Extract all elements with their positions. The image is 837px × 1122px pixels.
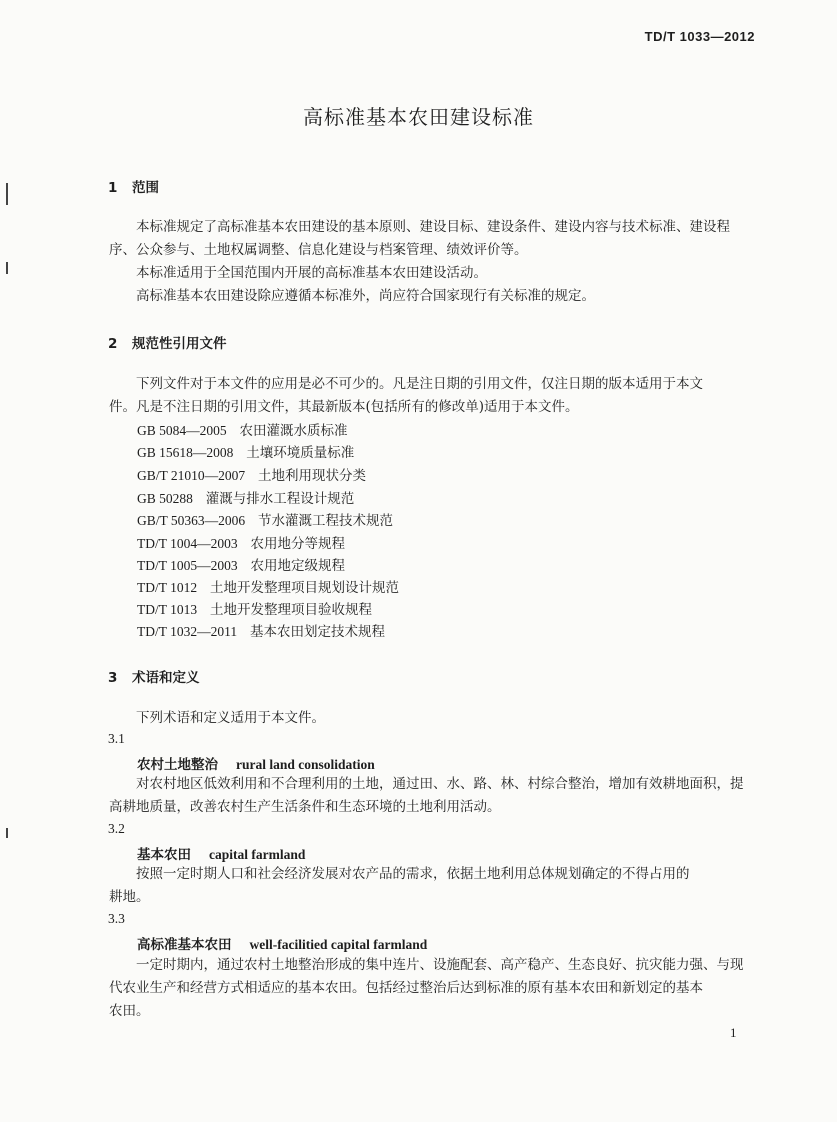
reference-title: 农用地定级规程 [250, 558, 345, 574]
section-title: 范围 [132, 180, 159, 196]
term-english: capital farmland [209, 847, 306, 862]
section-number: 2 [108, 336, 118, 352]
reference-title: 农田灌溉水质标准 [239, 423, 348, 439]
reference-item [137, 441, 354, 461]
scan-margin-mark [6, 828, 8, 838]
paragraph-line: 按照一定时期人口和社会经济发展对农产品的需求，依据土地利用总体规划确定的不得占用的 [136, 866, 690, 882]
reference-title: 土地开发整理项目验收规程 [210, 602, 372, 618]
scan-margin-mark [6, 183, 8, 205]
reference-code: TD/T 1013 [137, 602, 198, 617]
reference-item [137, 509, 393, 529]
reference-title: 土壤环境质量标准 [246, 445, 355, 461]
section-title: 术语和定义 [132, 670, 200, 686]
reference-item [137, 464, 366, 484]
term-definition [109, 773, 771, 819]
scan-margin-mark [6, 262, 8, 274]
reference-item [137, 532, 345, 552]
reference-item [137, 576, 399, 596]
paragraph-line: 高标准基本农田建设除应遵循本标准外，尚应符合国家现行有关标准的规定。 [136, 288, 595, 304]
term-chinese: 农村土地整治 [137, 757, 218, 773]
document-title: 高标准基本农田建设标准 [303, 105, 534, 129]
reference-code: GB 15618—2008 [137, 445, 234, 460]
reference-code: GB 50288 [137, 491, 193, 506]
term-definition [109, 863, 771, 909]
reference-title: 节水灌溉工程技术规范 [258, 513, 394, 529]
term-heading [137, 933, 427, 953]
reference-item [137, 598, 372, 618]
section-title: 规范性引用文件 [132, 336, 227, 352]
paragraph-line: 本标准规定了高标准基本农田建设的基本原则、建设目标、建设条件、建设内容与技术标准、建设程 [136, 219, 730, 235]
section-heading-scope [108, 176, 159, 196]
reference-code: TD/T 1012 [137, 580, 198, 595]
section-number: 3 [108, 670, 118, 686]
section-heading-terms [108, 666, 200, 686]
paragraph-line: 高耕地质量，改善农村生产生活条件和生态环境的土地利用活动。 [109, 799, 501, 815]
terms-intro-paragraph [109, 707, 771, 730]
term-english: rural land consolidation [236, 757, 375, 772]
term-number: 3.2 [108, 821, 125, 836]
paragraph-line: 对农村地区低效利用和不合理利用的土地，通过田、水、路、林、村综合整治，增加有效耕地面积，提 [136, 776, 744, 792]
scope-paragraph-1 [109, 216, 771, 262]
scope-paragraph-3 [109, 285, 771, 308]
reference-title: 土地开发整理项目规划设计规范 [210, 580, 399, 596]
normative-intro-paragraph [109, 373, 771, 419]
reference-title: 基本农田划定技术规程 [250, 624, 385, 640]
term-english: well-facilitied capital farmland [249, 937, 428, 952]
page-number: 1 [730, 1025, 737, 1040]
term-definition [109, 954, 771, 1023]
standard-code: TD/T 1033—2012 [644, 29, 755, 44]
term-chinese: 高标准基本农田 [137, 937, 232, 953]
reference-item [137, 554, 345, 574]
reference-code: TD/T 1004—2003 [137, 536, 238, 551]
paragraph-line: 一定时期内，通过农村土地整治形成的集中连片、设施配套、高产稳产、生态良好、抗灾能力强、与现 [136, 957, 744, 973]
reference-title: 灌溉与排水工程设计规范 [205, 491, 355, 507]
paragraph-line: 下列文件对于本文件的应用是必不可少的。凡是注日期的引用文件，仅注日期的版本适用于本文 [136, 376, 703, 392]
term-chinese: 基本农田 [137, 847, 191, 863]
reference-code: GB 5084—2005 [137, 423, 227, 438]
reference-code: TD/T 1005—2003 [137, 558, 238, 573]
term-heading [137, 843, 305, 863]
paragraph-line: 本标准适用于全国范围内开展的高标准基本农田建设活动。 [136, 265, 487, 281]
section-number: 1 [108, 180, 118, 196]
section-heading-normative-references [108, 332, 227, 352]
reference-item [137, 620, 385, 640]
reference-code: GB/T 50363—2006 [137, 513, 246, 528]
reference-item [137, 419, 348, 439]
reference-title: 土地利用现状分类 [258, 468, 367, 484]
reference-title: 农用地分等规程 [250, 536, 345, 552]
reference-item [137, 487, 354, 507]
paragraph-line: 农田。 [109, 1003, 150, 1019]
paragraph-line: 序、公众参与、土地权属调整、信息化建设与档案管理、绩效评价等。 [109, 242, 528, 258]
term-number: 3.1 [108, 731, 125, 746]
paragraph-line: 耕地。 [109, 889, 150, 905]
paragraph-line: 件。凡是不注日期的引用文件，其最新版本(包括所有的修改单)适用于本文件。 [109, 399, 579, 415]
reference-code: GB/T 21010—2007 [137, 468, 246, 483]
paragraph-line: 代农业生产和经营方式相适应的基本农田。包括经过整治后达到标准的原有基本农田和新划定的基本 [109, 980, 703, 996]
scope-paragraph-2 [109, 262, 771, 285]
reference-code: TD/T 1032—2011 [137, 624, 238, 639]
term-heading [137, 753, 375, 773]
term-number: 3.3 [108, 911, 125, 926]
paragraph-line: 下列术语和定义适用于本文件。 [136, 710, 325, 726]
